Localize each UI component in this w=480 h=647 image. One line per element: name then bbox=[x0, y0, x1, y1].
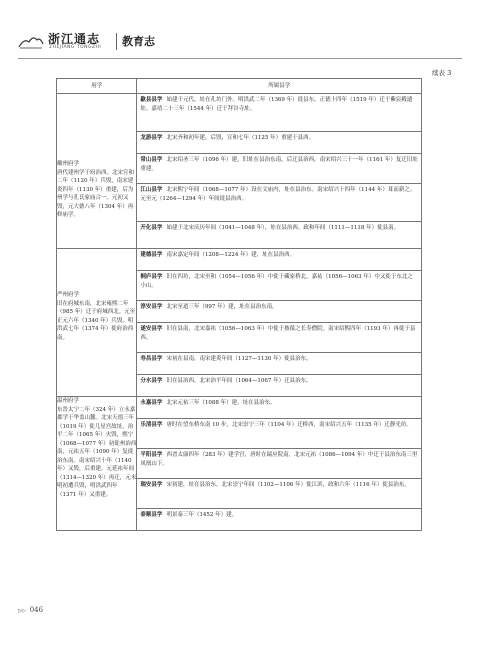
logo-mountain-icon bbox=[18, 32, 44, 50]
prefecture-name: 徽州府学 bbox=[57, 161, 80, 167]
prefecture-history: 旧在府城东南，北宋雍熙二年（985 年）迁于府城西北。元至正元六年（1340 年）兵毁，明洪武七年（1374 年）徙府治西南。 bbox=[57, 300, 136, 341]
list-item: 遂安县学 旧在县南，北宋嘉祐（1056—1063 年）中徙于披葆之长寿僧院。南宋绍熙四年（1193 年）再徙于县西。 bbox=[137, 323, 421, 353]
prefecture-name: 温州府学 bbox=[57, 398, 80, 404]
table-row bbox=[57, 94, 422, 249]
header-divider bbox=[116, 33, 117, 50]
page-header bbox=[18, 30, 462, 56]
folio-marker-icon: ▷▷ bbox=[18, 608, 26, 614]
list-item: 歙县县学 始建于元代，址在孔坊门外。明洪武二年（1369 年）徙县东，正德十四年（1519 年）迁于紫宸殿遗址。嘉靖二十三年（1544 年）迁于拜谷寺址。 bbox=[137, 94, 421, 132]
list-item: 平阳县学 西晋太康四年（283 年）建学宫，唐时在瑞应院南，北宋元祐（1086—1094 年）中迁于县治东南三里凤凰山下。 bbox=[137, 449, 421, 479]
list-item: 分水县学 旧在县治西，北宋治平年间（1064—1067 年）迁县治东。 bbox=[140, 378, 312, 384]
prefecture-history: 东晋太宁二年（324 年）立永嘉郡学于华盖山麓。北宋天禧三年（1019 年）徙儿星宫故址，治平二年（1065 年）火毁，熙宁（1068—1077 年）初徙州治西南，元祐五年（1090 年）复徙治东南。南宋绍兴十年（1140 年）又毁，后重建。元延祐年间（1314—1320 年）再迁，元末明初遭兵毁，明洪武四年（1371 年）又重建。 bbox=[57, 406, 137, 498]
prefecture-cell bbox=[57, 249, 137, 397]
col-header-counties: 所属县学 bbox=[137, 79, 422, 94]
header-rule bbox=[18, 58, 462, 59]
county-list bbox=[137, 397, 422, 531]
list-item: 建德县学 南宋嘉定年间（1208—1224 年）建，址在县治西。 bbox=[137, 249, 421, 271]
section-title: 教育志 bbox=[122, 35, 155, 48]
list-item: 江山县学 北宋熙宁年间（1068—1077 年）设在文庙内，址在县治东。南宋绍兴十四年（1144 年）葺而新之。元至元（1264—1294 年）年间徙县治西。 bbox=[137, 184, 421, 222]
county-list bbox=[137, 249, 422, 397]
county-list bbox=[137, 94, 422, 249]
list-item: 瑞安县学 宋初建，址在县治东。北宋崇宁年间（1102—1106 年）徙江滨，政和六年（1116 年）徙县治东。 bbox=[137, 479, 421, 509]
table-row bbox=[57, 397, 422, 531]
table-header-row bbox=[57, 79, 422, 94]
logo-title: 浙江通志 bbox=[48, 32, 101, 46]
prefecture-cell bbox=[57, 397, 137, 531]
continued-label: 续表 3 bbox=[432, 69, 452, 77]
list-item: 桐庐县学 旧在四坊，北宋至和（1054—1056 年）中徙于藏家桥北，嘉祐（1056—1063 年）中又徙于东北之小山。 bbox=[137, 271, 421, 301]
page-number: ▷▷ 046 bbox=[18, 606, 44, 614]
col-header-prefecture: 府学 bbox=[57, 79, 137, 94]
list-item: 淳安县学 北宋至道三年（997 年）建，址在县治东南。 bbox=[137, 301, 421, 323]
prefecture-cell bbox=[57, 94, 137, 249]
list-item: 常山县学 北宋绍圣三年（1096 年）建，旧址在县治东南，后迁县治西。南宋绍兴三十一年（1161 年）复迁旧址重建。 bbox=[137, 154, 421, 184]
table-row bbox=[57, 249, 422, 397]
list-item: 永嘉县学 北宋元祐三年（1088 年）建，址在县治东。 bbox=[137, 397, 421, 419]
list-item: 乐清县学 唐时在望东桥东南 10 步，北宋崇宁三年（1104 年）迁桥西，南宋绍兴五年（1135 年）迁静光坊。 bbox=[137, 419, 421, 449]
prefecture-name: 严州府学 bbox=[57, 292, 80, 298]
list-item: 寿昌县学 宋初在县南，南宋建炎年间（1127—1130 年）徙县治东。 bbox=[137, 353, 421, 375]
logo-subtitle: ZHEJIANG TONGZHI bbox=[49, 45, 102, 50]
schools-table bbox=[56, 78, 422, 531]
list-item: 开化县学 始建于北宋庆历年间（1041—1048 年），址在县治西。政和年间（1111—1118 年）徙县南。 bbox=[140, 225, 400, 231]
prefecture-history: 唐代建州学于府治西。北宋宣和二年（1120 年）兵毁，南宋建炎四年（1130 年）重建，后为州学与孔氏家庙合一。元初又毁，元大德八年（1304 年）再修庙学。 bbox=[57, 169, 135, 218]
list-item: 龙游县学 北宋齐和初年建，后毁，宣和七年（1125 年）重建于县西。 bbox=[137, 132, 421, 154]
list-item: 泰顺县学 明景泰三年（1452 年）建。 bbox=[140, 512, 238, 518]
